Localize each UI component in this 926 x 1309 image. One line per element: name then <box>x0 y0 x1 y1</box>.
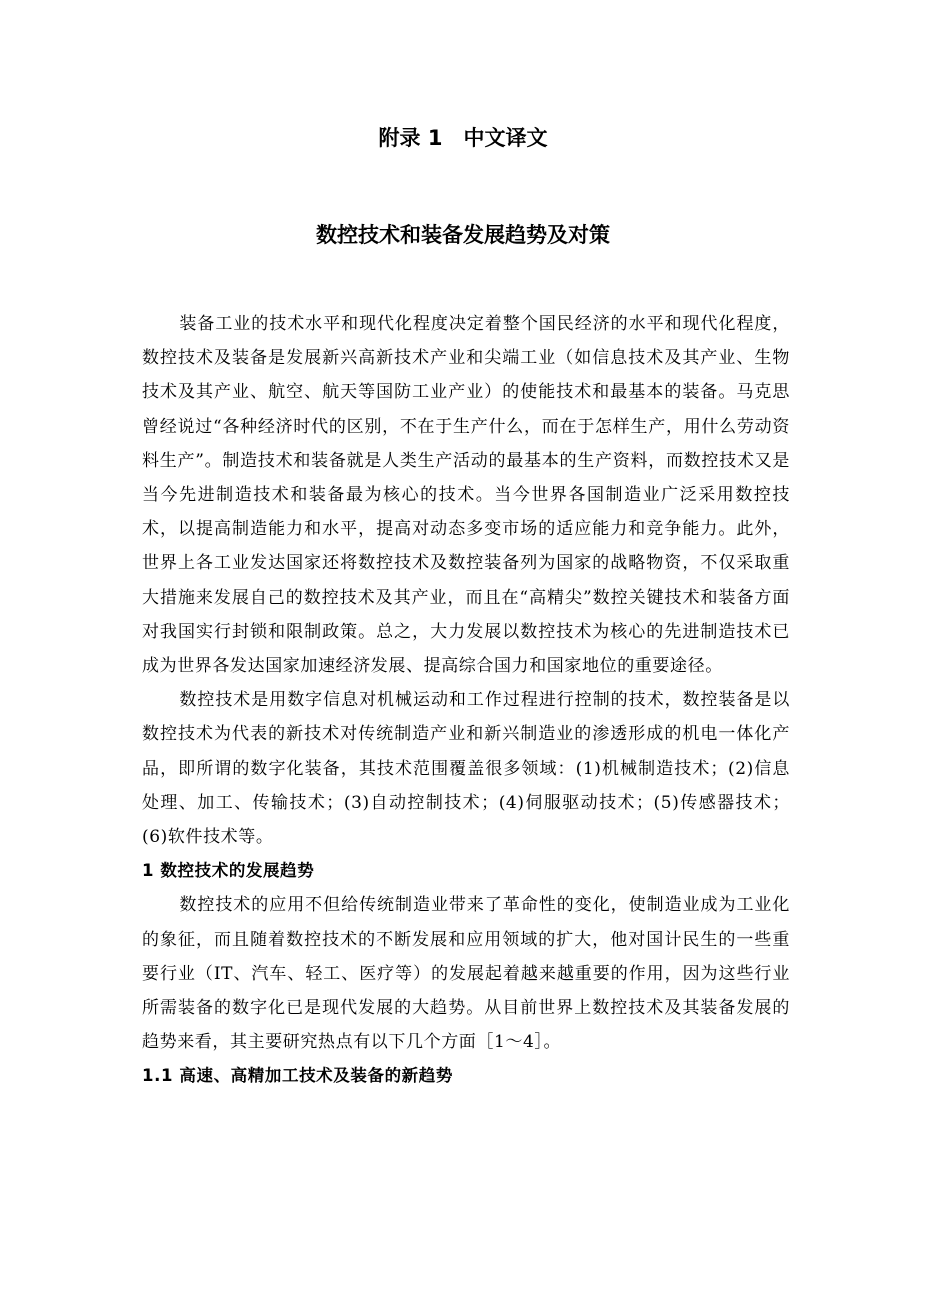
paragraph-trends: 数控技术的应用不但给传统制造业带来了革命性的变化，使制造业成为工业化的象征，而且随着数控技术的不断发展和应用领域的扩大，他对国计民生的一些重要行业（IT、汽车、轻工、医疗等）的发展起着越来越重要的作用，因为这些行业所需装备的数字化已是现代发展的大趋势。从目前世界上数控技术及其装备发展的趋势来看，其主要研究热点有以下几个方面［1～4］。 <box>142 895 790 1053</box>
appendix-title: 附录 1 中文译文 <box>378 126 548 150</box>
section-heading-1: 1 数控技术的发展趋势 <box>142 861 315 881</box>
article-title: 数控技术和装备发展趋势及对策 <box>316 223 610 247</box>
paragraph-intro: 装备工业的技术水平和现代化程度决定着整个国民经济的水平和现代化程度，数控技术及装备是发展新兴高新技术产业和尖端工业（如信息技术及其产业、生物技术及其产业、航空、航天等国防工业产业）的使能技术和最基本的装备。马克思曾经说过“各种经济时代的区别，不在于生产什么，而在于怎样生产，用什么劳动资料生产”。制造技术和装备就是人类生产活动的最基本的生产资料，而数控技术又是当今先进制造技术和装备最为核心的技术。当今世界各国制造业广泛采用数控技术，以提高制造能力和水平，提高对动态多变市场的适应能力和竞争能力。此外，世界上各工业发达国家还将数控技术及数控装备列为国家的战略物资，不仅采取重大措施来发展自己的数控技术及其产业，而且在“高精尖”数控关键技术和装备方面对我国实行封锁和限制政策。总之，大力发展以数控技术为核心的先进制造技术已成为世界各发达国家加速经济发展、提高综合国力和国家地位的重要途径。 <box>142 314 790 677</box>
paragraph-definition: 数控技术是用数字信息对机械运动和工作过程进行控制的技术，数控装备是以数控技术为代表的新技术对传统制造产业和新兴制造业的渗透形成的机电一体化产品，即所谓的数字化装备，其技术范围覆盖很多领域：(1)机械制造技术；(2)信息处理、加工、传输技术；(3)自动控制技术；(4)伺服驱动技术；(5)传感器技术；(6)软件技术等。 <box>142 690 790 848</box>
document-body <box>142 307 790 1094</box>
section-heading-1-1: 1.1 高速、高精加工技术及装备的新趋势 <box>142 1066 453 1086</box>
